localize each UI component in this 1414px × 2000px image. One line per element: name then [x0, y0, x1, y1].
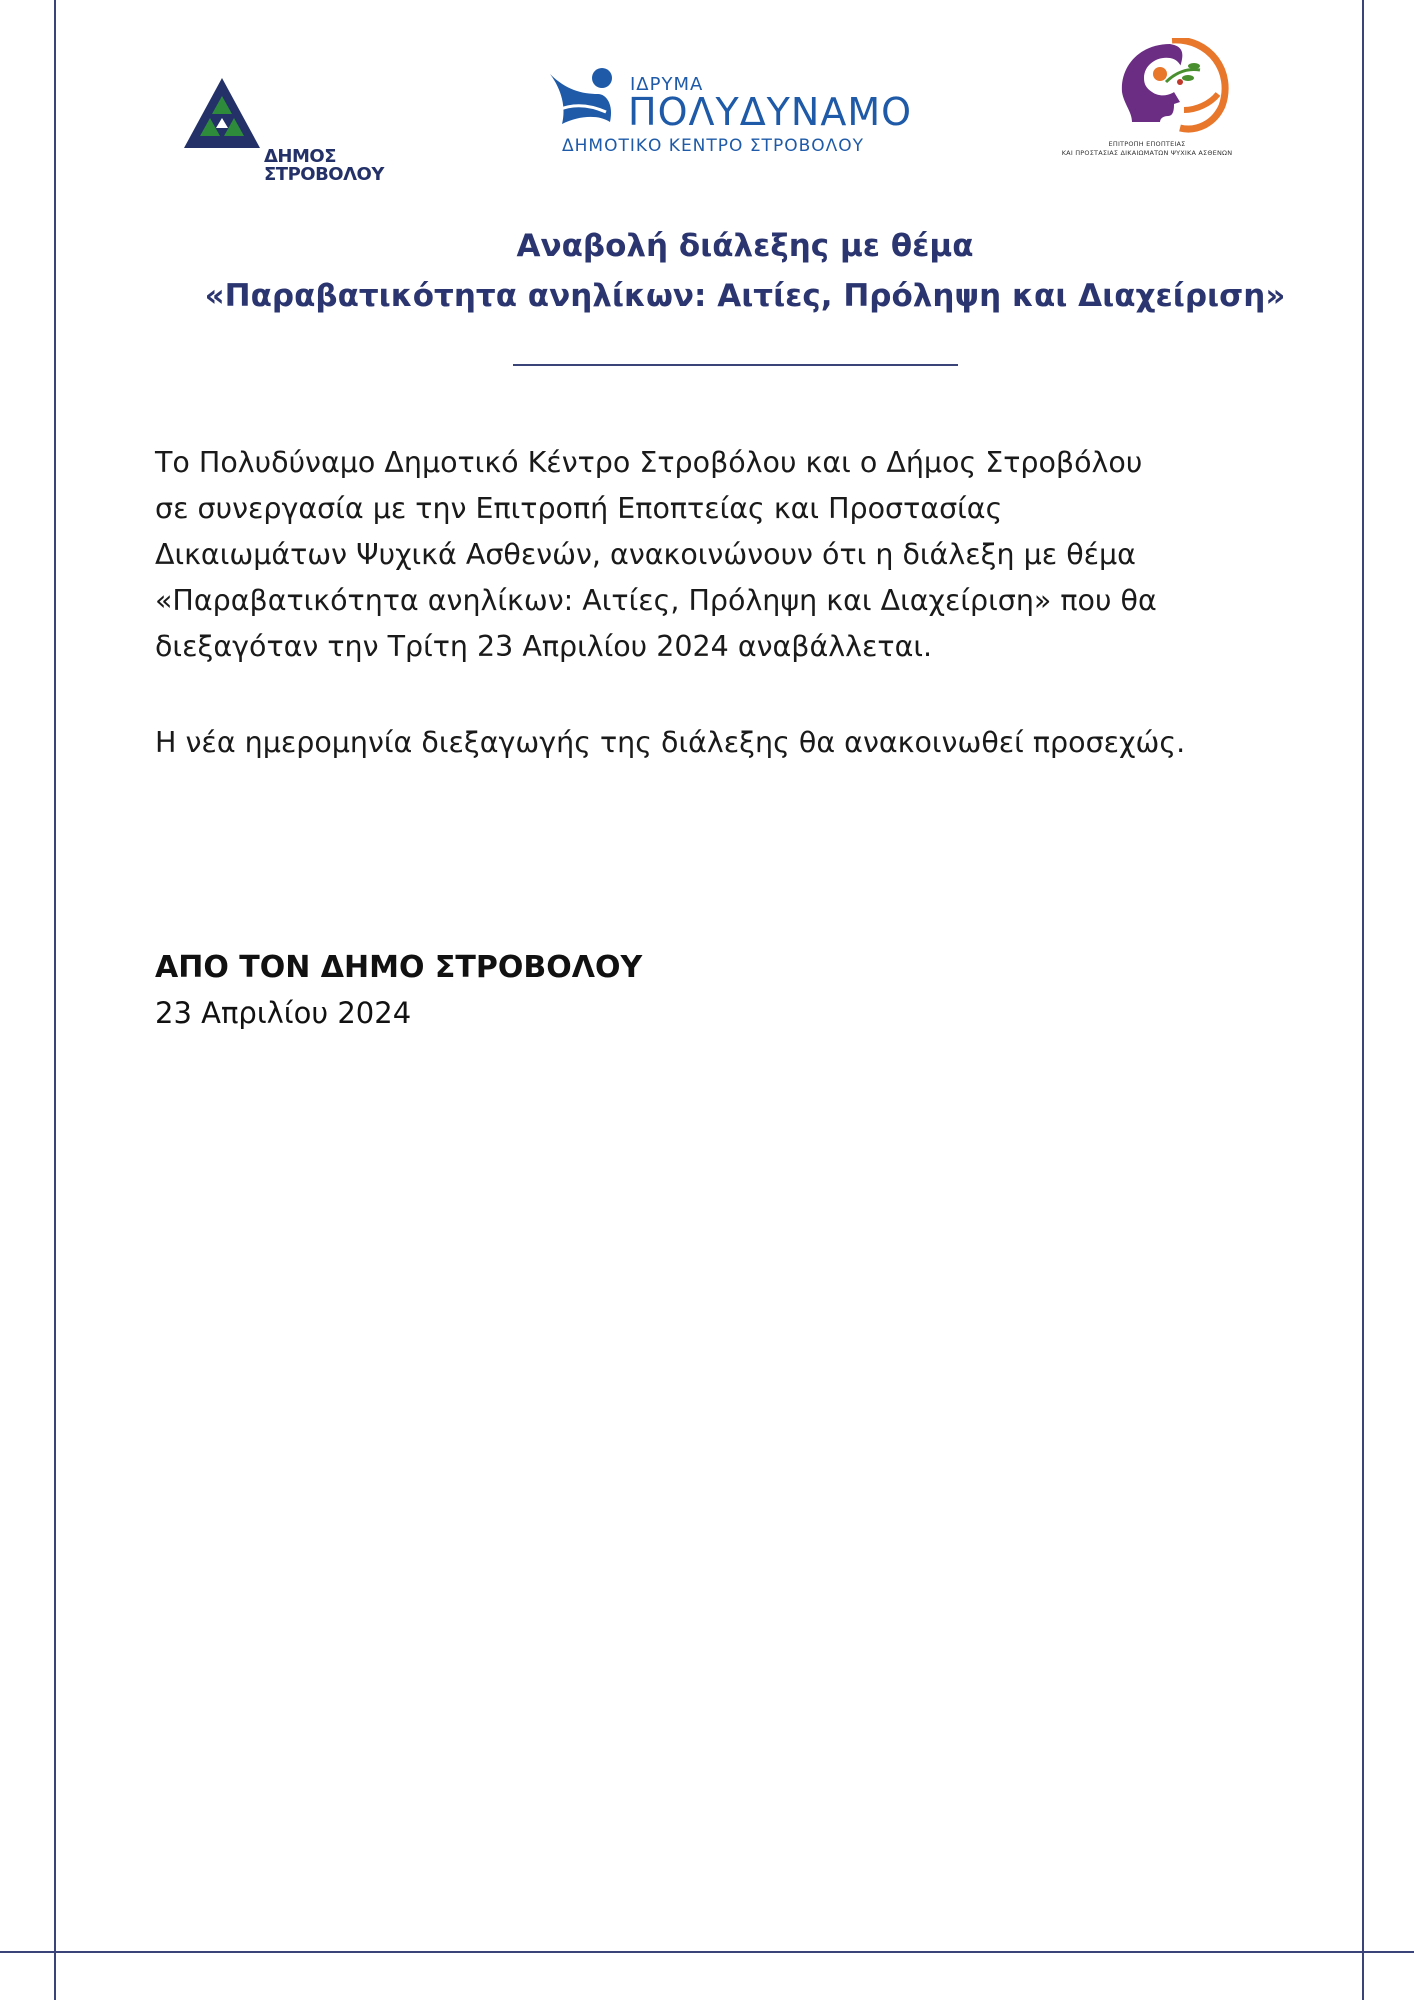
head-profile-icon	[1110, 38, 1240, 138]
mental-health-committee-logo	[1052, 38, 1242, 168]
polydynamo-logo-line2: ΠΟΛΥΔΥΝΑΜΟ	[628, 90, 913, 134]
announcement-subtitle: «Παραβατικότητα ανηλίκων: Αιτίες, Πρόληψη και Διαχείριση»	[204, 278, 1286, 314]
header-logos	[0, 38, 1414, 185]
strovolos-logo-line1: ΔΗΜΟΣ	[264, 146, 337, 167]
page-border-bottom	[0, 1951, 1414, 1953]
strovolos-logo-line2: ΣΤΡΟΒΟΛΟΥ	[264, 164, 384, 185]
paragraph-line: Δικαιωμάτων Ψυχικά Ασθενών, ανακοινώνουν ότι η διάλεξη με θέμα	[155, 538, 1136, 571]
committee-logo-line1: ΕΠΙΤΡΟΠΗ ΕΠΟΠΤΕΙΑΣ	[1108, 140, 1186, 148]
triangle-logo-icon	[182, 74, 262, 154]
paragraph-line: Το Πολυδύναμο Δημοτικό Κέντρο Στροβόλου και ο Δήμος Στροβόλου	[155, 446, 1143, 479]
announcement-title: Αναβολή διάλεξης με θέμα	[516, 228, 974, 264]
signature-date: 23 Απριλίου 2024	[155, 996, 412, 1030]
signature-from: ΑΠΟ ΤΟΝ ΔΗΜΟ ΣΤΡΟΒΟΛΟΥ	[155, 950, 643, 985]
title-divider	[513, 364, 958, 366]
polydynamo-logo-line1: ΙΔΡΥΜΑ	[630, 74, 704, 95]
polydynamo-logo	[548, 64, 913, 174]
paragraph-line: «Παραβατικότητα ανηλίκων: Αιτίες, Πρόληψη και Διαχείριση» που θα	[155, 584, 1157, 617]
page-border-left	[54, 0, 56, 2000]
polydynamo-logo-line3: ΔΗΜΟΤΙΚΟ ΚΕΝΤΡΟ ΣΤΡΟΒΟΛΟΥ	[562, 136, 865, 156]
paragraph-line: διεξαγόταν την Τρίτη 23 Απριλίου 2024 αναβάλλεται.	[155, 630, 933, 663]
new-date-note: Η νέα ημερομηνία διεξαγωγής της διάλεξης θα ανακοινωθεί προσεχώς.	[155, 726, 1186, 759]
announcement-paragraph	[155, 440, 1335, 670]
figure-wave-icon	[548, 64, 630, 136]
paragraph-line: σε συνεργασία με την Επιτροπή Εποπτείας και Προστασίας	[155, 492, 1003, 525]
committee-logo-line2: ΚΑΙ ΠΡΟΣΤΑΣΙΑΣ ΔΙΚΑΙΩΜΑΤΩΝ ΨΥΧΙΚΑ ΑΣΘΕΝΩΝ	[1061, 149, 1233, 157]
strovolos-municipality-logo	[182, 74, 384, 185]
page-border-right	[1362, 0, 1364, 2000]
